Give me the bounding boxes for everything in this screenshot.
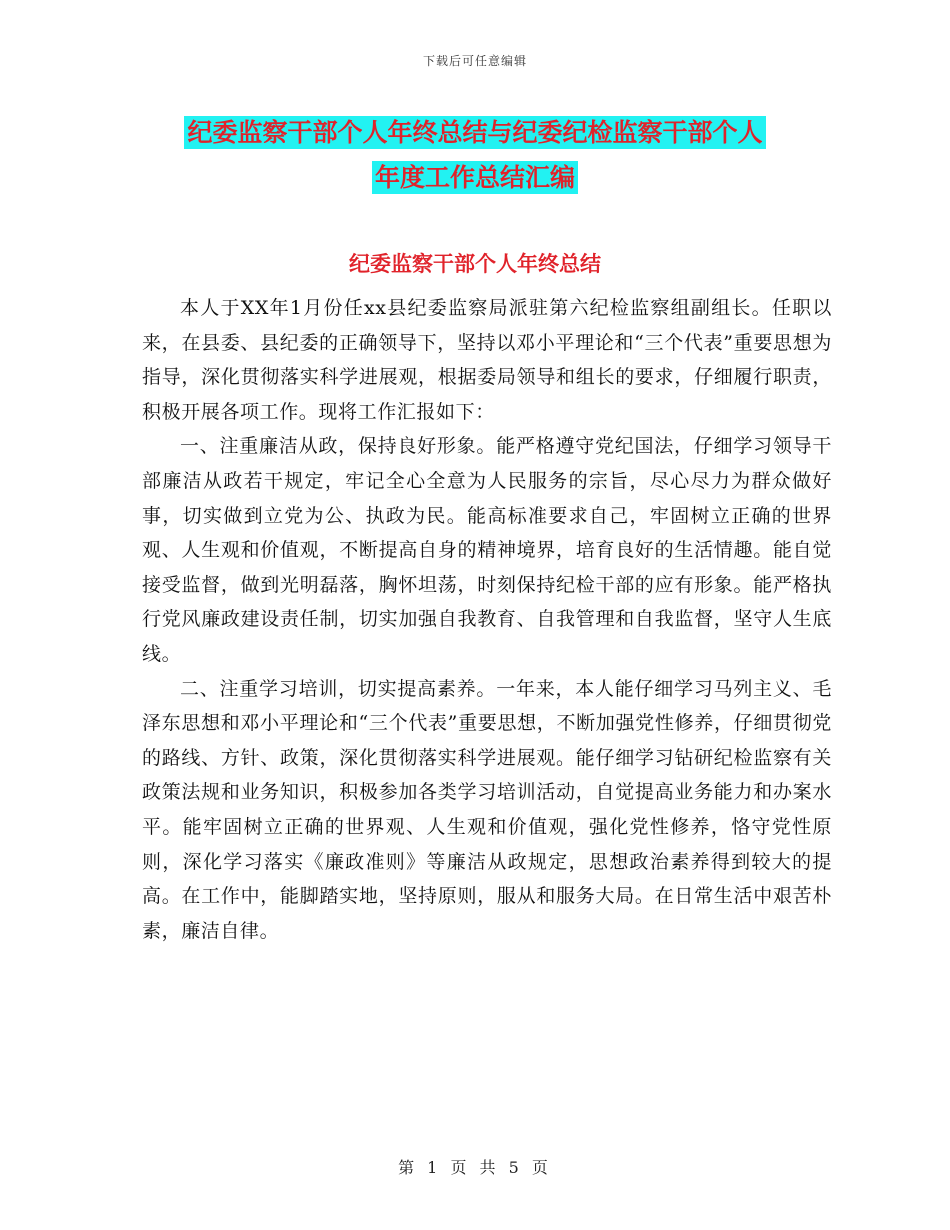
title-line-2: 年度工作总结汇编 [372,161,578,194]
page-footer: 第 1 页 共 5 页 [398,1158,552,1177]
paragraph-point-2: 二、注重学习培训，切实提高素养。一年来，本人能仔细学习马列主义、毛泽东思想和邓小平理论和“三个代表”重要思想，不断加强党性修养，仔细贯彻党的路线、方针、政策，深化贯彻落实科学进展观。能仔细学习钻研纪检监察有关政策法规和业务知识，积极参加各类学习培训活动，自觉提高业务能力和办案水平。能牢固树立正确的世界观、人生观和价值观，强化党性修养，恪守党性原则，深化学习落实《廉政准则》等廉洁从政规定，思想政治素养得到较大的提高。在工作中，能脚踏实地，坚持原则，服从和服务大局。在日常生活中艰苦朴素，廉洁自律。 [142,677,832,942]
body-text [142,291,832,948]
section-title: 纪委监察干部个人年终总结 [349,252,601,276]
document-title [0,110,950,200]
title-line-1: 纪委监察干部个人年终总结与纪委纪检监察干部个人 [184,116,765,149]
paragraph-intro: 本人于XX年1月份任xx县纪委监察局派驻第六纪检监察组副组长。任职以来，在县委、县纪委的正确领导下，坚持以邓小平理论和“三个代表”重要思想为指导，深化贯彻落实科学进展观，根据委局领导和组长的要求，仔细履行职责，积极开展各项工作。现将工作汇报如下： [142,297,832,423]
paragraph-point-1: 一、注重廉洁从政，保持良好形象。能严格遵守党纪国法，仔细学习领导干部廉洁从政若干规定，牢记全心全意为人民服务的宗旨，尽心尽力为群众做好事，切实做到立党为公、执政为民。能高标准要求自己，牢固树立正确的世界观、人生观和价值观，不断提高自身的精神境界，培育良好的生活情趣。能自觉接受监督，做到光明磊落，胸怀坦荡，时刻保持纪检干部的应有形象。能严格执行党风廉政建设责任制，切实加强自我教育、自我管理和自我监督，坚守人生底线。 [142,435,832,665]
header-note: 下载后可任意编辑 [422,54,527,68]
